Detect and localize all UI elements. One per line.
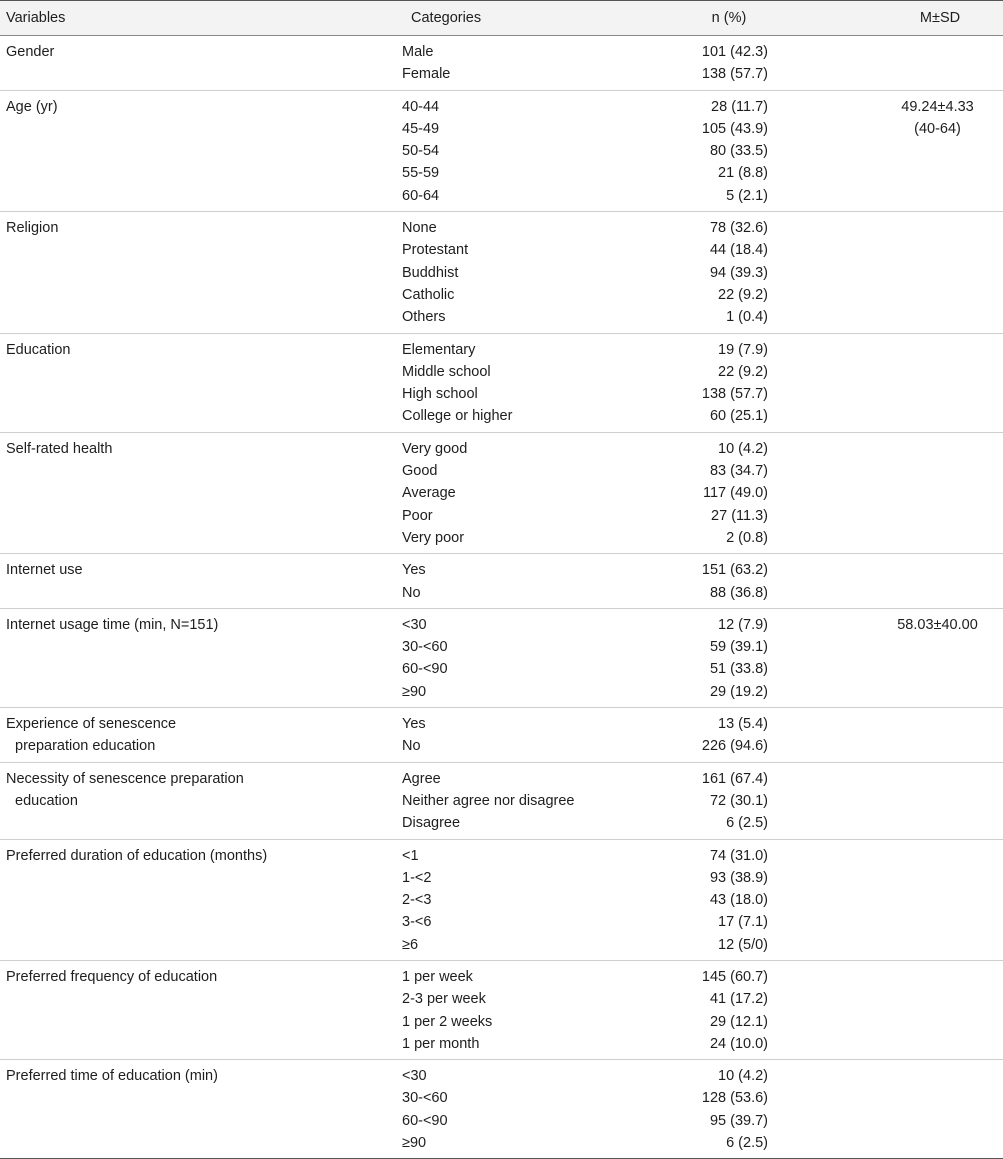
table-row	[0, 361, 1003, 383]
category-cell: Others	[402, 309, 446, 326]
table-group	[0, 708, 1003, 763]
category-cell: 1 per 2 weeks	[402, 1013, 493, 1030]
table-row	[0, 262, 1003, 284]
table-row	[0, 1110, 1003, 1132]
table-row	[0, 1033, 1003, 1055]
category-cell: 40-44	[402, 98, 440, 115]
count-percent-cell: 161 (67.4)	[701, 770, 768, 787]
count-percent-cell: 2 (0.8)	[726, 529, 768, 546]
count-percent-cell: 138 (57.7)	[701, 386, 768, 403]
category-cell: Catholic	[402, 286, 455, 303]
table-body	[0, 36, 1003, 1159]
table-row	[0, 768, 1003, 790]
category-cell: 2-3 per week	[402, 991, 486, 1008]
category-cell: Disagree	[402, 815, 461, 832]
category-cell: Male	[402, 44, 434, 60]
mean-sd-line: (40-64)	[914, 120, 961, 137]
category-cell: 55-59	[402, 165, 440, 182]
category-cell: No	[402, 738, 421, 755]
category-cell: Very good	[402, 440, 468, 457]
table-row	[0, 1132, 1003, 1154]
table-row	[0, 636, 1003, 658]
table-row	[0, 658, 1003, 680]
category-cell: <30	[402, 1068, 427, 1085]
header-mean-sd: M±SD	[919, 10, 961, 26]
header-variables: Variables	[6, 10, 66, 26]
category-cell: 30-<60	[402, 1090, 448, 1107]
variable-label-line: Preferred frequency of education	[6, 968, 218, 985]
category-cell: 60-<90	[402, 661, 448, 678]
count-percent-cell: 17 (7.1)	[718, 914, 768, 931]
variable-label-line: education	[15, 792, 78, 809]
count-percent-cell: 145 (60.7)	[701, 968, 768, 985]
table-group	[0, 433, 1003, 554]
table-row	[0, 713, 1003, 735]
category-cell: High school	[402, 386, 478, 403]
count-percent-cell: 10 (4.2)	[718, 1068, 768, 1085]
category-cell: 1 per month	[402, 1035, 480, 1052]
table-row	[0, 681, 1003, 703]
table-group	[0, 91, 1003, 212]
table-row	[0, 41, 1003, 63]
variable-label-line: Education	[6, 341, 71, 358]
category-cell: ≥6	[402, 936, 419, 953]
category-cell: 50-54	[402, 143, 440, 160]
variable-label-line: Preferred time of education (min)	[6, 1068, 218, 1085]
category-cell: <30	[402, 616, 427, 633]
category-cell: Poor	[402, 507, 433, 524]
count-percent-cell: 83 (34.7)	[709, 463, 768, 480]
variable-label-line: preparation education	[15, 738, 156, 755]
count-percent-cell: 6 (2.5)	[726, 815, 768, 832]
table-row	[0, 582, 1003, 604]
table-row	[0, 889, 1003, 911]
category-cell: 60-64	[402, 187, 440, 204]
table-row	[0, 217, 1003, 239]
table-group	[0, 961, 1003, 1060]
table-row	[0, 735, 1003, 757]
table-row	[0, 1011, 1003, 1033]
table-row	[0, 867, 1003, 889]
count-percent-cell: 21 (8.8)	[718, 165, 768, 182]
count-percent-cell: 22 (9.2)	[718, 363, 768, 380]
count-percent-cell: 59 (39.1)	[709, 639, 768, 656]
count-percent-cell: 80 (33.5)	[709, 143, 768, 160]
count-percent-cell: 60 (25.1)	[709, 408, 768, 425]
category-cell: Female	[402, 66, 451, 83]
category-cell: Middle school	[402, 363, 491, 380]
category-cell: 1 per week	[402, 968, 473, 985]
count-percent-cell: 88 (36.8)	[709, 584, 768, 601]
table-row	[0, 845, 1003, 867]
variable-label-line: Age (yr)	[6, 98, 58, 115]
table-row	[0, 438, 1003, 460]
table-row	[0, 812, 1003, 834]
table-row	[0, 383, 1003, 405]
variable-label-line: Gender	[6, 44, 55, 60]
count-percent-cell: 226 (94.6)	[701, 738, 768, 755]
table-row	[0, 63, 1003, 85]
category-cell: 2-<3	[402, 892, 432, 909]
count-percent-cell: 117 (49.0)	[702, 485, 768, 502]
count-percent-cell: 94 (39.3)	[709, 264, 768, 281]
count-percent-cell: 44 (18.4)	[709, 242, 768, 259]
count-percent-cell: 128 (53.6)	[701, 1090, 768, 1107]
table-header-row	[0, 0, 1003, 36]
count-percent-cell: 6 (2.5)	[726, 1135, 768, 1152]
count-percent-cell: 1 (0.4)	[726, 309, 768, 326]
count-percent-cell: 13 (5.4)	[718, 716, 768, 733]
count-percent-cell: 138 (57.7)	[701, 66, 768, 83]
variable-label-line: Self-rated health	[6, 440, 113, 457]
count-percent-cell: 5 (2.1)	[726, 187, 768, 204]
table-group	[0, 609, 1003, 708]
category-cell: 1-<2	[402, 869, 432, 886]
table-group	[0, 212, 1003, 333]
table-row	[0, 934, 1003, 956]
count-percent-cell: 105 (43.9)	[701, 120, 768, 137]
count-percent-cell: 28 (11.7)	[711, 98, 768, 115]
category-cell: Good	[402, 463, 438, 480]
count-percent-cell: 72 (30.1)	[709, 792, 768, 809]
table-row	[0, 1087, 1003, 1109]
table-group	[0, 554, 1003, 609]
table-group	[0, 1060, 1003, 1159]
table-group	[0, 36, 1003, 91]
table-row	[0, 790, 1003, 812]
category-cell: Agree	[402, 770, 441, 787]
category-cell: Elementary	[402, 341, 476, 358]
count-percent-cell: 22 (9.2)	[718, 286, 768, 303]
category-cell: Protestant	[402, 242, 469, 259]
table-group	[0, 763, 1003, 840]
table-row	[0, 988, 1003, 1010]
table-row	[0, 527, 1003, 549]
category-cell: Yes	[402, 716, 426, 733]
table-row	[0, 505, 1003, 527]
mean-sd-line: 49.24±4.33	[901, 98, 974, 115]
count-percent-cell: 78 (32.6)	[709, 220, 768, 237]
table-row	[0, 482, 1003, 504]
count-percent-cell: 19 (7.9)	[718, 341, 768, 358]
table-row	[0, 306, 1003, 328]
count-percent-cell: 43 (18.0)	[709, 892, 768, 909]
table-row	[0, 140, 1003, 162]
count-percent-cell: 93 (38.9)	[709, 869, 768, 886]
table-row	[0, 162, 1003, 184]
category-cell: ≥90	[402, 1135, 427, 1152]
table-group	[0, 840, 1003, 961]
category-cell: 45-49	[402, 120, 440, 137]
variable-label-line: Necessity of senescence preparation	[6, 770, 244, 787]
table-row	[0, 96, 1003, 118]
count-percent-cell: 29 (12.1)	[709, 1013, 768, 1030]
count-percent-cell: 24 (10.0)	[709, 1035, 768, 1052]
count-percent-cell: 10 (4.2)	[718, 440, 768, 457]
count-percent-cell: 74 (31.0)	[709, 847, 768, 864]
category-cell: ≥90	[402, 683, 427, 700]
table-row	[0, 614, 1003, 636]
category-cell: 30-<60	[402, 639, 448, 656]
count-percent-cell: 101 (42.3)	[701, 44, 768, 60]
table-row	[0, 966, 1003, 988]
count-percent-cell: 95 (39.7)	[709, 1112, 768, 1129]
category-cell: Neither agree nor disagree	[402, 792, 575, 809]
category-cell: <1	[402, 847, 419, 864]
mean-sd-line: 58.03±40.00	[897, 616, 978, 633]
table-row	[0, 405, 1003, 427]
category-cell: Buddhist	[402, 264, 459, 281]
category-cell: Very poor	[402, 529, 465, 546]
category-cell: Yes	[402, 562, 426, 579]
table-row	[0, 239, 1003, 261]
table-row	[0, 118, 1003, 140]
count-percent-cell: 27 (11.3)	[711, 507, 768, 524]
count-percent-cell: 51 (33.8)	[709, 661, 768, 678]
count-percent-cell: 12 (5/0)	[718, 936, 768, 953]
header-categories: Categories	[411, 10, 482, 26]
count-percent-cell: 29 (19.2)	[709, 683, 768, 700]
table-row	[0, 911, 1003, 933]
category-cell: 3-<6	[402, 914, 432, 931]
category-cell: No	[402, 584, 421, 601]
variable-label-line: Internet usage time (min, N=151)	[6, 616, 219, 633]
table-row	[0, 339, 1003, 361]
variable-label-line: Preferred duration of education (months)	[6, 847, 268, 864]
table-row	[0, 185, 1003, 207]
variable-label-line: Internet use	[6, 562, 83, 579]
variable-label-line: Experience of senescence	[6, 716, 177, 733]
category-cell: None	[402, 220, 437, 237]
category-cell: 60-<90	[402, 1112, 448, 1129]
count-percent-cell: 12 (7.9)	[718, 616, 768, 633]
table-row	[0, 460, 1003, 482]
table-group	[0, 334, 1003, 433]
count-percent-cell: 41 (17.2)	[709, 991, 768, 1008]
header-n-percent: n (%)	[711, 10, 747, 26]
category-cell: Average	[402, 485, 456, 502]
count-percent-cell: 151 (63.2)	[701, 562, 768, 579]
table-row	[0, 284, 1003, 306]
table-row	[0, 1065, 1003, 1087]
category-cell: College or higher	[402, 408, 513, 425]
variable-label-line: Religion	[6, 220, 59, 237]
table-row	[0, 559, 1003, 581]
